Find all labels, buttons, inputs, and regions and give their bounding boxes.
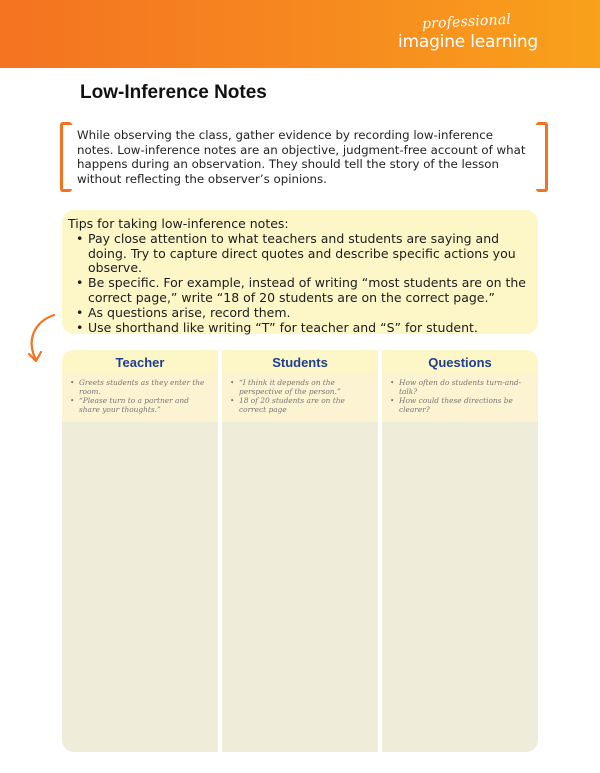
- page-title: Low-Inference Notes: [80, 82, 267, 103]
- intro-section: [60, 122, 548, 192]
- tip-item: • Be specific. For example, instead of writing “most students are on the correct page,” write “18 of 20 students are on the correct page.”: [76, 276, 532, 306]
- example-item: • How could these directions be clearer?: [390, 396, 532, 414]
- teacher-notes-area[interactable]: [62, 422, 218, 752]
- notes-table: [62, 350, 538, 752]
- example-item: • 18 of 20 students are on the correct page: [230, 396, 372, 414]
- questions-examples: [382, 374, 538, 422]
- tips-heading: Tips for taking low-inference notes:: [68, 216, 289, 231]
- students-column: [222, 350, 378, 752]
- column-header-questions: Questions: [382, 350, 538, 374]
- logo-main-text: imagine learning: [398, 32, 539, 52]
- teacher-examples: [62, 374, 218, 422]
- example-item: • “Please turn to a partner and share your thoughts.”: [70, 396, 212, 414]
- example-item: • How often do students turn-and-talk?: [390, 378, 532, 396]
- right-bracket-decoration: [536, 122, 548, 192]
- column-header-students: Students: [222, 350, 378, 374]
- students-examples: [222, 374, 378, 422]
- column-header-teacher: Teacher: [62, 350, 218, 374]
- tip-item: • Pay close attention to what teachers and students are saying and doing. Try to capture direct quotes and describe specific actions you observe.: [76, 232, 532, 276]
- imagine-learning-logo: [398, 11, 548, 58]
- tip-item: • As questions arise, record them.: [76, 306, 532, 321]
- tip-item: • Use shorthand like writing “T” for teacher and “S” for student.: [76, 321, 532, 336]
- logo-professional-text: professional: [421, 11, 512, 33]
- left-bracket-decoration: [60, 122, 72, 192]
- curved-arrow-icon: [24, 312, 58, 370]
- questions-notes-area[interactable]: [382, 422, 538, 752]
- intro-paragraph: While observing the class, gather evidence by recording low-inference notes. Low-inference notes are an objective, judgment-free account of what happens during an observation. They should tell the story of the lesson without reflecting the observer’s opinions.: [77, 128, 526, 186]
- header-banner: [0, 0, 600, 68]
- students-notes-area[interactable]: [222, 422, 378, 752]
- example-item: • “I think it depends on the perspective of the person.”: [230, 378, 372, 396]
- tips-list: [68, 232, 532, 336]
- tips-box: [62, 210, 538, 334]
- questions-column: [382, 350, 538, 752]
- teacher-column: [62, 350, 218, 752]
- example-item: • Greets students as they enter the room.: [70, 378, 212, 396]
